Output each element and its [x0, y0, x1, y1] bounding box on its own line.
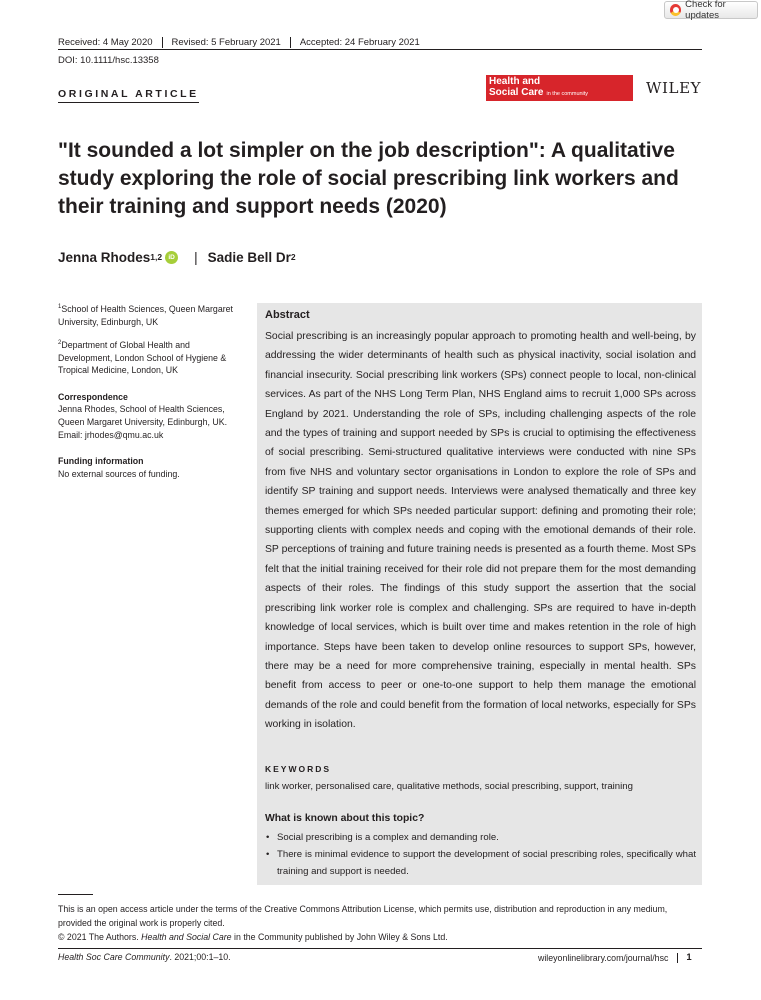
publisher-logo[interactable]: WILEY — [646, 79, 702, 97]
check-for-updates-label: Check for updates — [685, 0, 726, 21]
known-topic-heading: What is known about this topic? — [265, 813, 425, 824]
funding — [58, 455, 244, 480]
orcid-icon[interactable]: iD — [165, 251, 178, 264]
correspondence-email[interactable]: Email: jrhodes@qmu.ac.uk — [58, 429, 164, 440]
received-date: Received: 4 May 2020 — [58, 37, 153, 48]
article-dates — [58, 37, 420, 48]
author-separator: | — [194, 250, 198, 265]
author-affil-sup: 2 — [290, 251, 296, 262]
journal-logo-line3: in the community — [546, 91, 589, 97]
footnote-rule — [58, 894, 93, 895]
license-text — [58, 902, 708, 944]
accepted-date: Accepted: 24 February 2021 — [299, 37, 420, 48]
article-type: ORIGINAL ARTICLE — [58, 88, 199, 103]
footer-rule — [58, 948, 702, 949]
license-line: provided the original work is properly cited. — [58, 918, 225, 928]
footer-divider — [677, 953, 678, 963]
keywords-heading: KEYWORDS — [265, 764, 332, 774]
page-number: 1 — [686, 952, 692, 963]
journal-logo-line1: Health and — [489, 76, 541, 87]
copyright-line: © 2021 The Authors. Health and Social Care in the Community published by John Wiley & Sons Ltd. — [58, 932, 448, 942]
funding-text: No external sources of funding. — [58, 468, 180, 479]
author-list — [58, 250, 296, 265]
doi[interactable]: DOI: 10.1111/hsc.13358 — [58, 55, 159, 66]
header-rule — [58, 49, 702, 50]
journal-logo-line2: Social Care — [489, 87, 544, 98]
correspondence-heading: Correspondence — [58, 391, 128, 402]
check-for-updates-button[interactable] — [664, 1, 758, 19]
affiliations-column — [58, 301, 244, 489]
affiliation: $^1$School of Health Sciences, Queen Margaret University, Edinburgh, UK — [58, 303, 233, 327]
author-affil-sup: 1,2 — [150, 251, 163, 262]
revised-date: Revised: 5 February 2021 — [171, 37, 281, 48]
crossmark-icon — [670, 4, 681, 16]
author-name[interactable]: Sadie Bell Dr — [207, 250, 291, 265]
abstract-text: Social prescribing is an increasingly popular approach to promoting health and well-being, by addressing the wider determinants of health such as physical inactivity, social isolation and financial insecurity. Social prescribing link workers (SPs) connect people to local, non-clinical services. As part of the NHS Long Term Plan, NHS England aims to recruit 1,000 SPs across England by 2021. Understanding the role of SPs, including challenging aspects of the role and the types of training and support needed by SPs is crucial to optimising the effectiveness of social prescribing. Semi-structured qualitative interviews were conducted with nine SPs from five NHS and voluntary sector organisations in London to explore the role of SPs and identify SP training and support needs. Interviews were analysed thematically and three key themes emerged for which SPs needed particular support: defining and promoting their role; supporting clients with complex needs and coping with the emotional demands of their role. SP perceptions of training and future training needs is presented as a fourth theme. Most SPs felt that the initial training received for their role did not prepare them for the most demanding aspects of their roles. The findings of this study support the assertion that the social prescribing link worker role is complex and challenging. SPs are required to have in-depth knowledge of local services, which is built over time and makes retention in the role of high importance. Steps have been taken to develop online resources to support SPs, however, there may be a need for more comprehensive training, especially in mental health. SPs benefit from access to peer or one-to-one support to help them manage the emotional demands of the role and could benefit from the formation of local networks, especially for SPs working in isolation. — [265, 331, 696, 731]
abstract-heading: Abstract — [265, 309, 310, 321]
correspondence — [58, 391, 244, 441]
keywords-text: link worker, personalised care, qualitative methods, social prescribing, support, training — [265, 781, 633, 792]
list-item: • There is minimal evidence to support the development of social prescribing roles, specifically what training and support is needed. — [265, 847, 696, 881]
journal-logo[interactable] — [486, 75, 633, 101]
date-divider — [162, 37, 163, 48]
affiliation: $^2$Department of Global Health and Development, London School of Hygiene & Tropical Medicine, London, UK — [58, 340, 227, 376]
journal-url[interactable]: wileyonlinelibrary.com/journal/hsc — [538, 952, 669, 963]
known-topic-list — [265, 830, 696, 880]
footer-right — [538, 952, 692, 963]
article-title: "It sounded a lot simpler on the job description": A qualitative study exploring the role of social prescribing link workers and their training and support needs (2020) — [58, 139, 679, 218]
author-name[interactable]: Jenna Rhodes — [58, 250, 151, 265]
funding-heading: Funding information — [58, 456, 144, 467]
footer-citation: Health Soc Care Community. 2021;00:1–10. — [58, 952, 231, 962]
correspondence-text: Jenna Rhodes, School of Health Sciences, Queen Margaret University, Edinburgh, UK. — [58, 404, 228, 427]
list-item: • Social prescribing is a complex and demanding role. — [265, 830, 696, 847]
date-divider — [290, 37, 291, 48]
license-line: This is an open access article under the terms of the Creative Commons Attribution License, which permits use, distribution and reproduction in any medium, — [58, 904, 668, 914]
